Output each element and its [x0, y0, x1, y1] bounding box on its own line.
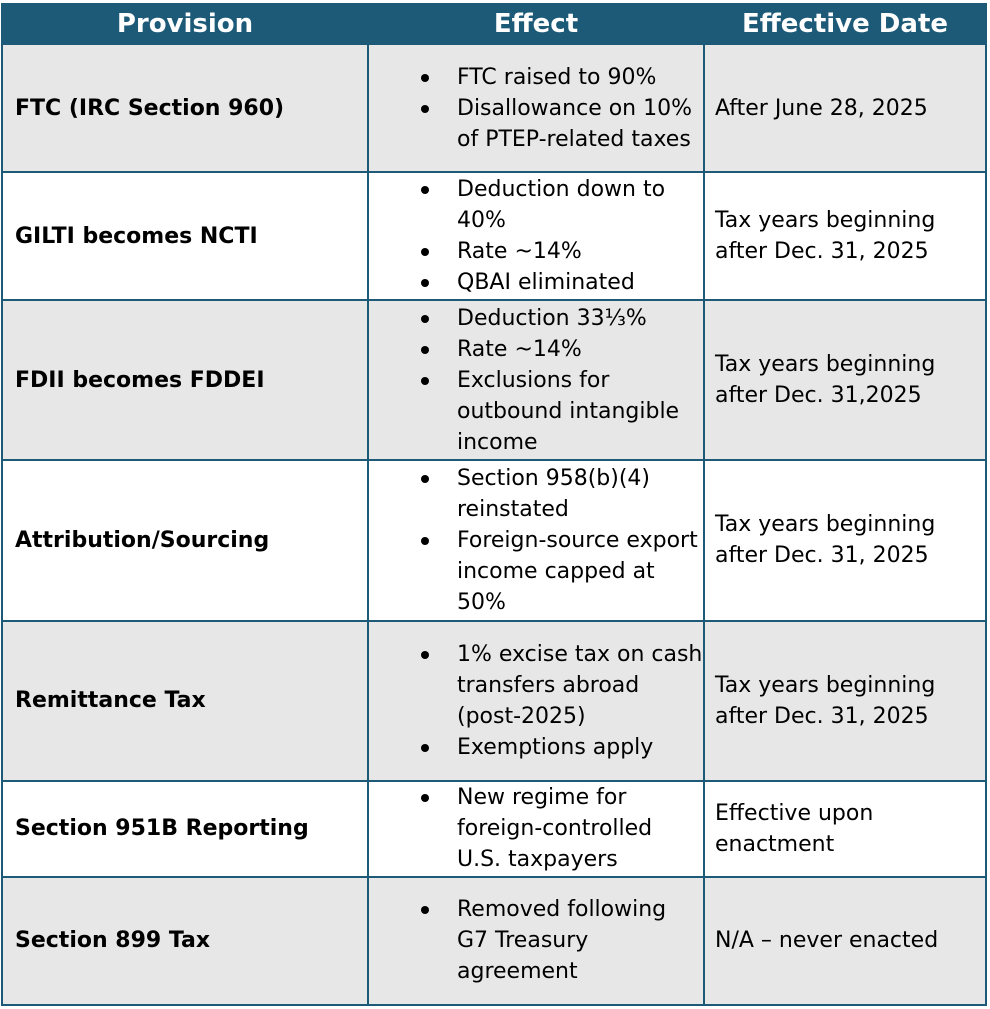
effect-item: Foreign-source export income capped at 50% [457, 525, 703, 618]
effect-cell [368, 460, 704, 620]
provision-cell: Section 951B Reporting [2, 781, 368, 877]
effective-date-line: N/A – never enacted [715, 928, 939, 954]
provision-cell: Attribution/Sourcing [2, 460, 368, 620]
provision-cell: GILTI becomes NCTI [2, 172, 368, 300]
effective-date-line: Tax years beginning [715, 208, 936, 234]
effect-list [369, 639, 703, 763]
effective-date-line: enactment [715, 831, 835, 857]
effect-item: New regime for foreign-controlled U.S. taxpayers [457, 782, 703, 875]
effect-item: Removed following G7 Treasury agreement [457, 894, 703, 987]
effect-list [369, 463, 703, 618]
table-row [2, 300, 986, 460]
effective-date-line: after Dec. 31, 2025 [715, 543, 929, 569]
table-row [2, 460, 986, 620]
effect-item: Exclusions for outbound intangible income [457, 365, 703, 458]
effect-item: FTC raised to 90% [457, 62, 703, 93]
effective-date-line: after Dec. 31,2025 [715, 383, 922, 409]
effect-item: Section 958(b)(4) reinstated [457, 463, 703, 525]
effect-list [369, 62, 703, 155]
effect-cell [368, 621, 704, 781]
effective-date-line: Effective upon [715, 800, 874, 826]
effective-date-line: after Dec. 31, 2025 [715, 703, 929, 729]
effective-date-cell [704, 172, 986, 300]
provision-cell: Section 899 Tax [2, 877, 368, 1005]
effect-cell [368, 300, 704, 460]
effective-date-line: after Dec. 31, 2025 [715, 239, 929, 265]
table-body [2, 44, 986, 1005]
effect-list [369, 174, 703, 298]
effect-item: Disallowance on 10% of PTEP-related taxes [457, 93, 703, 155]
effect-list [369, 894, 703, 987]
effective-date-cell [704, 621, 986, 781]
table-row [2, 44, 986, 172]
header-provision: Provision [2, 4, 368, 44]
provision-cell: Remittance Tax [2, 621, 368, 781]
effect-list [369, 303, 703, 458]
header-effect: Effect [368, 4, 704, 44]
effect-item: Rate ~14% [457, 236, 703, 267]
table-row [2, 621, 986, 781]
effect-item: Exemptions apply [457, 732, 703, 763]
effective-date-line: Tax years beginning [715, 672, 936, 698]
header-effective-date: Effective Date [704, 4, 986, 44]
effective-date-line: After June 28, 2025 [715, 95, 928, 121]
effect-cell [368, 172, 704, 300]
header-row [2, 4, 986, 44]
effective-date-line: Tax years beginning [715, 512, 936, 538]
effect-item: Rate ~14% [457, 334, 703, 365]
effect-cell [368, 44, 704, 172]
effective-date-cell [704, 877, 986, 1005]
effective-date-cell [704, 460, 986, 620]
provision-cell: FTC (IRC Section 960) [2, 44, 368, 172]
table-row [2, 781, 986, 877]
effect-item: QBAI eliminated [457, 267, 703, 298]
effect-cell [368, 781, 704, 877]
effective-date-line: Tax years beginning [715, 352, 936, 378]
effect-item: Deduction 33⅓% [457, 303, 703, 334]
effect-item: Deduction down to 40% [457, 174, 703, 236]
provision-cell: FDII becomes FDDEI [2, 300, 368, 460]
provisions-table [1, 3, 987, 1006]
effective-date-cell [704, 300, 986, 460]
effect-cell [368, 877, 704, 1005]
effect-item: 1% excise tax on cash transfers abroad (post-2025) [457, 639, 703, 732]
table-row [2, 877, 986, 1005]
effective-date-cell [704, 781, 986, 877]
effect-list [369, 782, 703, 875]
effective-date-cell [704, 44, 986, 172]
table-row [2, 172, 986, 300]
